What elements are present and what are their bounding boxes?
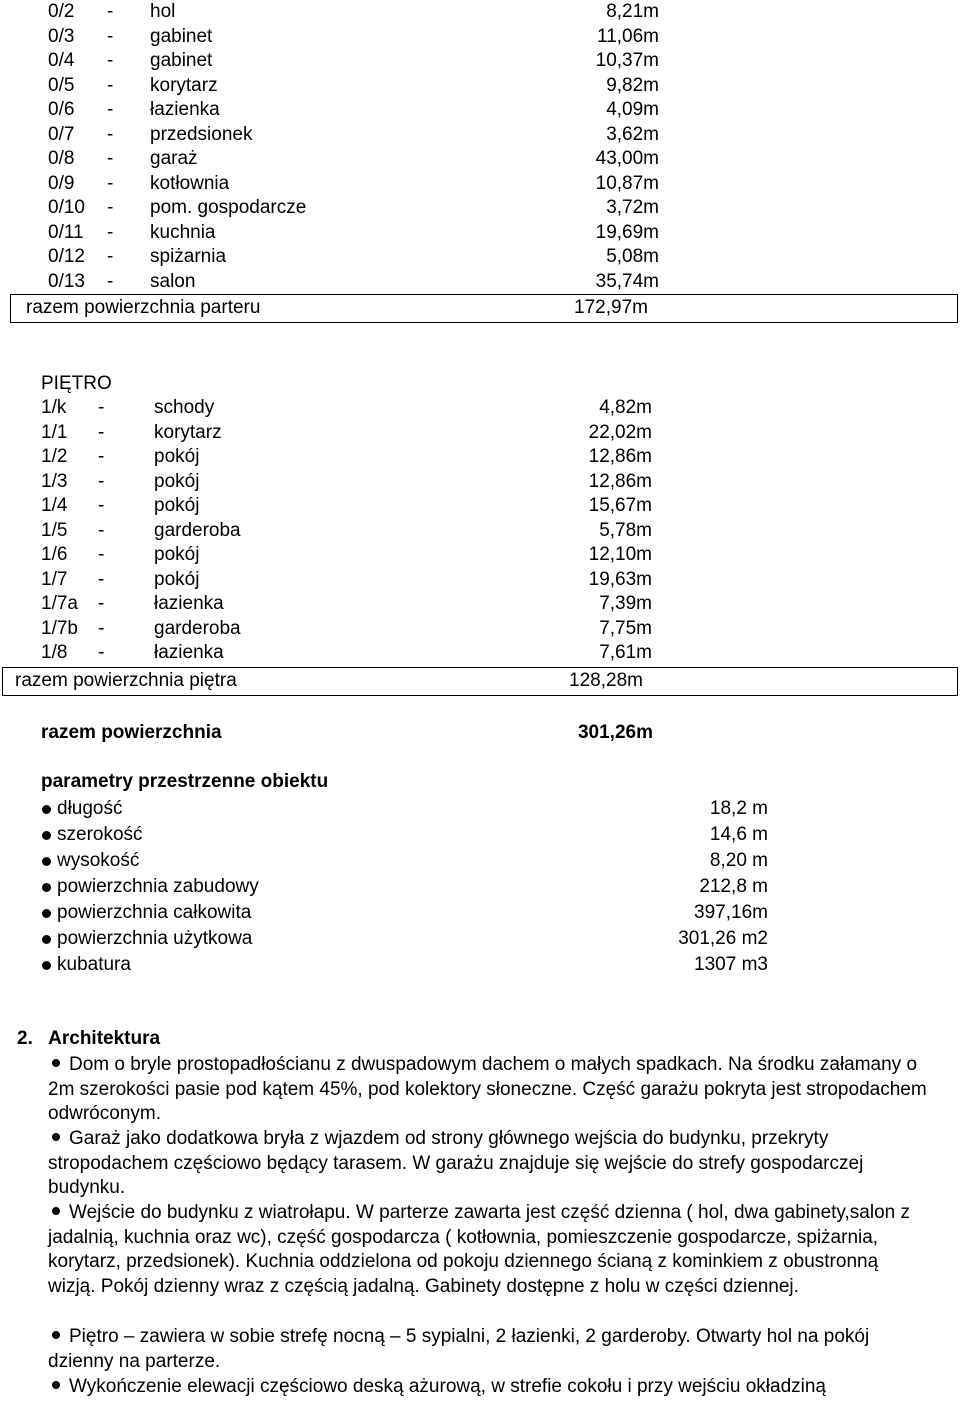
room-row bbox=[48, 98, 668, 122]
room-row bbox=[48, 0, 668, 24]
room-dash: - bbox=[98, 397, 105, 418]
architecture-title: Architektura bbox=[48, 1028, 161, 1049]
room-row bbox=[48, 147, 668, 171]
room-row bbox=[41, 568, 661, 592]
room-number: 1/3 bbox=[41, 470, 68, 492]
room-name: garaż bbox=[150, 148, 198, 169]
room-area: 8,21m bbox=[606, 1, 659, 22]
ground-floor-total-label: razem powierzchnia parteru bbox=[26, 297, 261, 318]
room-number: 0/12 bbox=[48, 246, 85, 267]
room-area: 15,67m bbox=[588, 495, 652, 516]
parameter-label: szerokość bbox=[57, 824, 143, 845]
room-dash: - bbox=[98, 593, 105, 614]
parameter-value: 1307 m3 bbox=[694, 954, 768, 975]
room-area: 5,08m bbox=[606, 246, 659, 267]
room-number: 1/8 bbox=[41, 642, 68, 663]
room-number: 0/7 bbox=[48, 123, 75, 145]
parameter-row bbox=[40, 926, 780, 952]
room-name: schody bbox=[154, 397, 215, 418]
room-dash: - bbox=[107, 123, 114, 145]
room-dash: - bbox=[98, 568, 105, 590]
room-row bbox=[48, 172, 668, 196]
room-dash: - bbox=[98, 421, 105, 443]
room-name: hol bbox=[150, 1, 176, 22]
architecture-paragraph bbox=[48, 1325, 928, 1374]
room-name: korytarz bbox=[154, 421, 222, 443]
bullet-icon bbox=[52, 1059, 60, 1067]
room-row bbox=[41, 592, 661, 616]
parameter-value: 301,26 m2 bbox=[678, 928, 768, 949]
parameter-label: długość bbox=[57, 798, 123, 819]
parameter-label: powierzchnia użytkowa bbox=[57, 928, 253, 949]
room-area: 19,69m bbox=[595, 221, 659, 243]
room-name: łazienka bbox=[150, 99, 220, 120]
room-name: salon bbox=[150, 270, 196, 292]
ground-floor-total-box bbox=[10, 294, 958, 323]
room-dash: - bbox=[98, 495, 105, 516]
room-number: 0/13 bbox=[48, 270, 85, 292]
room-row bbox=[41, 470, 661, 494]
room-area: 7,61m bbox=[599, 642, 652, 663]
room-number: 0/10 bbox=[48, 197, 85, 218]
room-name: pom. gospodarcze bbox=[150, 197, 307, 218]
room-number: 1/5 bbox=[41, 519, 68, 541]
room-name: garderoba bbox=[154, 519, 241, 541]
room-name: spiżarnia bbox=[150, 246, 227, 267]
architecture-paragraph bbox=[48, 1127, 928, 1201]
room-area: 12,86m bbox=[588, 470, 652, 492]
room-row bbox=[41, 641, 661, 665]
room-row bbox=[48, 196, 668, 220]
room-name: gabinet bbox=[150, 25, 213, 47]
room-number: 1/7b bbox=[41, 617, 78, 639]
room-row bbox=[41, 543, 661, 567]
architecture-paragraph-text: Wejście do budynku z wiatrołapu. W parterze zawarta jest część dzienna ( hol, dwa gabinety,salon z jadalnią, kuchnia oraz wc), część gospodarcza ( kotłownia, pomieszczenie gospodarcze, spiżarnia, korytarz, przedsionek). Kuchnia oddzielona od pokoju dziennego ścianą z kominkiem z obustronną wizją. Pokój dzienny wraz z częścią jadalną. Gabinety dostępne z holu w części dziennej. bbox=[48, 1202, 910, 1297]
room-dash: - bbox=[107, 99, 114, 120]
grand-total-label: razem powierzchnia bbox=[41, 722, 222, 743]
room-name: łazienka bbox=[154, 593, 224, 614]
architecture-paragraph-text: Piętro – zawiera w sobie strefę nocną – 5 sypialni, 2 łazienki, 2 garderoby. Otwarty hol na pokój dzienny na parterze. bbox=[48, 1326, 870, 1372]
room-area: 4,09m bbox=[606, 99, 659, 120]
room-name: pokój bbox=[154, 446, 200, 467]
room-row bbox=[41, 396, 661, 420]
upper-floor-heading: PIĘTRO bbox=[41, 373, 112, 394]
bullet-icon bbox=[52, 1207, 60, 1215]
room-row bbox=[48, 221, 668, 245]
room-row bbox=[41, 445, 661, 469]
room-row bbox=[48, 123, 668, 147]
bullet-icon bbox=[52, 1133, 60, 1141]
room-number: 0/4 bbox=[48, 50, 75, 71]
room-dash: - bbox=[107, 270, 114, 292]
room-row bbox=[48, 49, 668, 73]
room-area: 19,63m bbox=[588, 568, 652, 590]
ground-floor-total-value: 172,97m bbox=[574, 297, 648, 318]
room-area: 3,72m bbox=[606, 197, 659, 218]
parameter-row bbox=[40, 952, 780, 978]
bullet-icon bbox=[42, 857, 51, 866]
room-dash: - bbox=[98, 519, 105, 541]
room-area: 10,37m bbox=[595, 50, 659, 71]
room-row bbox=[41, 617, 661, 641]
room-area: 10,87m bbox=[595, 172, 659, 194]
room-dash: - bbox=[98, 470, 105, 492]
room-area: 7,75m bbox=[599, 617, 652, 639]
room-number: 0/6 bbox=[48, 99, 75, 120]
parameter-value: 18,2 m bbox=[709, 798, 768, 819]
room-number: 1/k bbox=[41, 397, 67, 418]
parameter-row bbox=[40, 900, 780, 926]
grand-total-value: 301,26m bbox=[577, 722, 653, 743]
room-name: łazienka bbox=[154, 642, 224, 663]
parameter-row bbox=[40, 874, 780, 900]
room-area: 4,82m bbox=[599, 397, 652, 418]
room-area: 7,39m bbox=[599, 593, 652, 614]
room-dash: - bbox=[98, 642, 105, 663]
room-number: 0/9 bbox=[48, 172, 75, 194]
upper-floor-total-value: 128,28m bbox=[569, 670, 643, 691]
parameter-row bbox=[40, 822, 780, 848]
parameters-heading: parametry przestrzenne obiektu bbox=[41, 771, 329, 792]
architecture-paragraph bbox=[48, 1053, 928, 1127]
parameter-row bbox=[40, 796, 780, 822]
parameter-label: wysokość bbox=[57, 850, 140, 871]
room-area: 9,82m bbox=[606, 74, 659, 96]
room-row bbox=[48, 25, 668, 49]
architecture-paragraph-text: Garaż jako dodatkowa bryła z wjazdem od strony głównego wejścia do budynku, przekryty stropodachem częściowo będący tarasem. W garażu znajduje się wejście do strefy gospodarczej budynku. bbox=[48, 1128, 864, 1198]
bullet-icon bbox=[42, 961, 51, 970]
room-row bbox=[41, 519, 661, 543]
room-area: 43,00m bbox=[595, 148, 659, 169]
room-name: przedsionek bbox=[150, 123, 253, 145]
room-dash: - bbox=[98, 617, 105, 639]
room-area: 3,62m bbox=[606, 123, 659, 145]
room-name: pokój bbox=[154, 495, 200, 516]
upper-floor-total-label: razem powierzchnia piętra bbox=[15, 670, 237, 691]
room-row bbox=[48, 270, 668, 294]
parameter-value: 397,16m bbox=[694, 902, 768, 923]
room-area: 12,86m bbox=[588, 446, 652, 467]
room-number: 0/3 bbox=[48, 25, 75, 47]
room-name: korytarz bbox=[150, 74, 218, 96]
parameter-value: 8,20 m bbox=[709, 850, 768, 871]
room-number: 1/1 bbox=[41, 421, 68, 443]
room-name: kuchnia bbox=[150, 221, 216, 243]
room-dash: - bbox=[98, 446, 105, 467]
architecture-paragraph bbox=[48, 1201, 928, 1299]
room-name: pokój bbox=[154, 470, 200, 492]
room-dash: - bbox=[107, 74, 114, 96]
room-dash: - bbox=[107, 25, 114, 47]
room-dash: - bbox=[107, 1, 114, 22]
parameter-value: 14,6 m bbox=[709, 824, 768, 845]
upper-floor-total-box bbox=[2, 667, 958, 696]
room-number: 0/2 bbox=[48, 1, 75, 22]
room-area: 11,06m bbox=[597, 25, 659, 47]
room-number: 0/5 bbox=[48, 74, 75, 96]
architecture-paragraph bbox=[48, 1375, 928, 1400]
room-area: 22,02m bbox=[588, 421, 652, 443]
room-row bbox=[41, 494, 661, 518]
room-area: 12,10m bbox=[588, 544, 652, 565]
room-dash: - bbox=[107, 197, 114, 218]
room-dash: - bbox=[107, 221, 114, 243]
room-name: gabinet bbox=[150, 50, 213, 71]
bullet-icon bbox=[42, 935, 51, 944]
room-number: 1/2 bbox=[41, 446, 68, 467]
room-number: 1/4 bbox=[41, 495, 68, 516]
room-number: 0/8 bbox=[48, 148, 75, 169]
architecture-paragraph-text: Dom o bryle prostopadłościanu z dwuspadowym dachem o małych spadkach. Na środku załamany o 2m szerokości pasie pod kątem 45%, pod kolektory słoneczne. Część garażu pokryta jest stropodachem odwróconym. bbox=[48, 1054, 927, 1124]
room-number: 1/7 bbox=[41, 568, 68, 590]
parameter-label: powierzchnia zabudowy bbox=[57, 876, 259, 897]
parameter-row bbox=[40, 848, 780, 874]
room-row bbox=[41, 421, 661, 445]
bullet-icon bbox=[52, 1331, 60, 1339]
room-name: pokój bbox=[154, 568, 200, 590]
room-name: pokój bbox=[154, 544, 200, 565]
room-number: 0/11 bbox=[48, 221, 84, 243]
room-row bbox=[48, 245, 668, 269]
architecture-heading bbox=[17, 1027, 160, 1051]
bullet-icon bbox=[42, 909, 51, 918]
room-number: 1/7a bbox=[41, 593, 78, 614]
bullet-icon bbox=[42, 831, 51, 840]
parameter-value: 212,8 m bbox=[699, 876, 768, 897]
room-dash: - bbox=[107, 246, 114, 267]
room-number: 1/6 bbox=[41, 544, 68, 565]
parameter-label: kubatura bbox=[57, 954, 131, 975]
bullet-icon bbox=[52, 1381, 60, 1389]
room-name: garderoba bbox=[154, 617, 241, 639]
room-name: kotłownia bbox=[150, 172, 230, 194]
bullet-icon bbox=[42, 805, 51, 814]
architecture-number: 2. bbox=[17, 1028, 33, 1049]
room-row bbox=[48, 74, 668, 98]
parameter-label: powierzchnia całkowita bbox=[57, 902, 252, 923]
room-dash: - bbox=[98, 544, 105, 565]
room-dash: - bbox=[107, 172, 114, 194]
architecture-paragraph-text: Wykończenie elewacji częściowo deską ażurową, w strefie cokołu i przy wejściu okładziną bbox=[69, 1376, 826, 1397]
bullet-icon bbox=[42, 883, 51, 892]
room-area: 35,74m bbox=[595, 270, 659, 292]
room-dash: - bbox=[107, 148, 114, 169]
room-dash: - bbox=[107, 50, 114, 71]
room-area: 5,78m bbox=[599, 519, 652, 541]
